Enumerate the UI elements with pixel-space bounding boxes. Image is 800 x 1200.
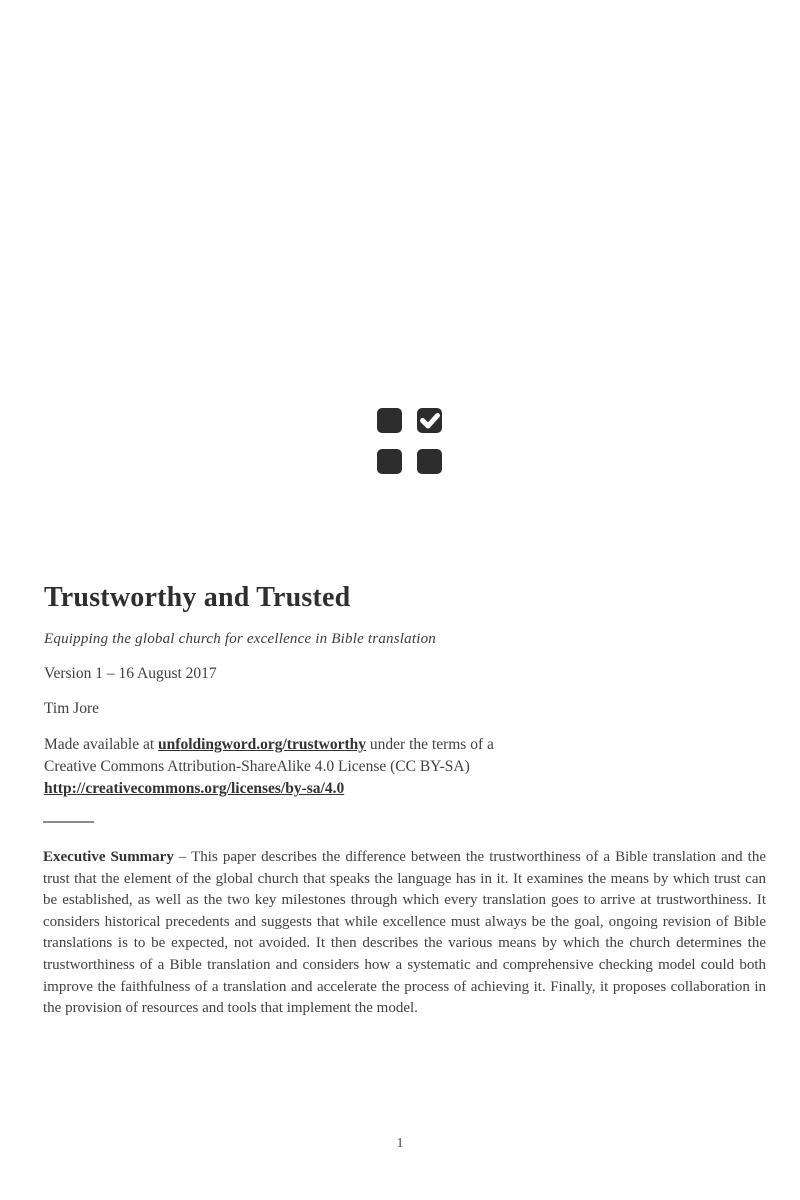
license-line1-suffix: under the terms of a	[366, 736, 494, 753]
license-line-2: Creative Commons Attribution-ShareAlike 4.0 License (CC BY-SA)	[44, 758, 470, 775]
license-block	[44, 734, 564, 800]
executive-summary-dash: –	[173, 849, 192, 865]
logo-square-bottom-left	[377, 449, 402, 474]
logo-square-bottom-right	[417, 449, 442, 474]
version-date-line: Version 1 – 16 August 2017	[44, 665, 217, 682]
license-line-1	[44, 734, 564, 756]
logo-graphic	[377, 408, 443, 475]
executive-summary	[43, 847, 766, 1020]
license-line-3	[44, 778, 564, 800]
document-title: Trustworthy and Trusted	[44, 582, 351, 613]
separator-rule	[43, 821, 94, 823]
executive-summary-label: Executive Summary	[43, 849, 174, 865]
page-number: 1	[396, 1136, 404, 1151]
unfoldingword-logo	[377, 408, 443, 475]
license-line1-prefix: Made available at	[44, 736, 159, 753]
creative-commons-link[interactable]: http://creativecommons.org/licenses/by-sa/4.0	[44, 780, 345, 797]
executive-summary-body: This paper describes the difference between the trustworthiness of a Bible translation and the trust that the element of the global church that speaks the language has in it. It examines the means by which trust can be established, as well as the two key milestones through which every translation goes to arrive at trustworthiness. It considers historical precedents and suggests that while excellence must always be the goal, ongoing revision of Bible translations is to be expected, not avoided. It then describes the various means by which the church determines the trustworthiness of a Bible translation and considers how a systematic and comprehensive checking model could both improve the faithfulness of a translation and accelerate the process of achieving it. Finally, it proposes collaboration in the provision of resources and tools that implement the model.	[43, 849, 766, 1017]
logo-square-top-left	[377, 408, 402, 433]
author-name: Tim Jore	[44, 700, 99, 717]
trustworthy-link[interactable]: unfoldingword.org/trustworthy	[158, 736, 367, 753]
document-subtitle: Equipping the global church for excellence in Bible translation	[44, 631, 436, 647]
